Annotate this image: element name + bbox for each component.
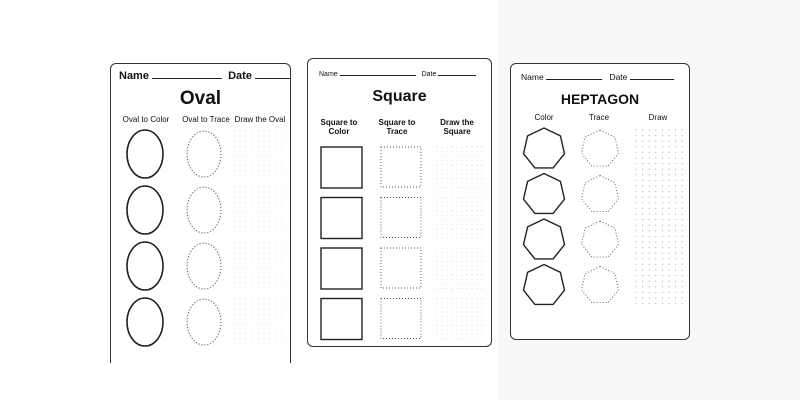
- heptagon-to-trace: [582, 130, 619, 166]
- dot-grid: [635, 129, 682, 304]
- square-to-trace: [381, 198, 421, 238]
- column-header-draw: Draw: [648, 113, 668, 122]
- heptagon-to-color: [524, 265, 565, 305]
- dot-grid: [437, 298, 483, 340]
- dot-grid: [437, 147, 483, 189]
- square-shapes: [308, 59, 493, 348]
- column-header-color: Color: [534, 113, 554, 122]
- worksheet-title: HEPTAGON: [560, 91, 640, 107]
- worksheet-title: Oval: [179, 88, 222, 109]
- oval-to-trace: [187, 243, 221, 289]
- name-label: Name: [119, 70, 149, 82]
- square-to-trace: [381, 299, 421, 339]
- dot-grid: [437, 197, 483, 239]
- date-label: Date: [228, 70, 252, 82]
- square-to-trace: [381, 248, 421, 288]
- dot-grid: [233, 186, 282, 232]
- square-to-color: [321, 248, 362, 289]
- heptagon-to-color: [524, 128, 565, 168]
- name-label: Name: [319, 71, 338, 78]
- square-to-color: [321, 198, 362, 239]
- column-header-draw: Draw the Oval: [234, 115, 286, 124]
- square-to-color: [321, 299, 362, 340]
- dot-grid: [233, 130, 282, 176]
- worksheet-oval: [110, 63, 291, 363]
- square-to-trace: [381, 147, 421, 187]
- oval-to-trace: [187, 299, 221, 345]
- column-header-trace: Trace: [588, 113, 610, 122]
- heptagon-to-trace: [582, 176, 619, 212]
- date-label: Date: [609, 72, 628, 82]
- heptagon-shapes: [511, 64, 691, 341]
- worksheet-heptagon: [510, 63, 690, 340]
- dot-grid: [233, 298, 282, 344]
- heptagon-to-trace: [582, 221, 619, 257]
- date-label: Date: [421, 71, 437, 78]
- column-header-draw: Draw the Square: [440, 118, 474, 137]
- column-header-color: Square to Color: [320, 118, 358, 137]
- oval-shapes: [111, 64, 292, 364]
- column-header-color: Oval to Color: [122, 115, 170, 124]
- column-header-trace: Oval to Trace: [182, 115, 230, 124]
- name-label: Name: [521, 72, 544, 82]
- column-header-trace: Square to Trace: [378, 118, 416, 137]
- oval-to-color: [127, 186, 163, 234]
- oval-to-color: [127, 242, 163, 290]
- worksheet-square: [307, 58, 492, 347]
- oval-to-trace: [187, 131, 221, 177]
- oval-to-color: [127, 298, 163, 346]
- heptagon-to-color: [524, 219, 565, 259]
- dot-grid: [233, 242, 282, 288]
- oval-to-color: [127, 130, 163, 178]
- worksheet-title: Square: [372, 88, 427, 105]
- oval-to-trace: [187, 187, 221, 233]
- square-to-color: [321, 147, 362, 188]
- heptagon-to-trace: [582, 267, 619, 303]
- dot-grid: [437, 248, 483, 290]
- heptagon-to-color: [524, 174, 565, 214]
